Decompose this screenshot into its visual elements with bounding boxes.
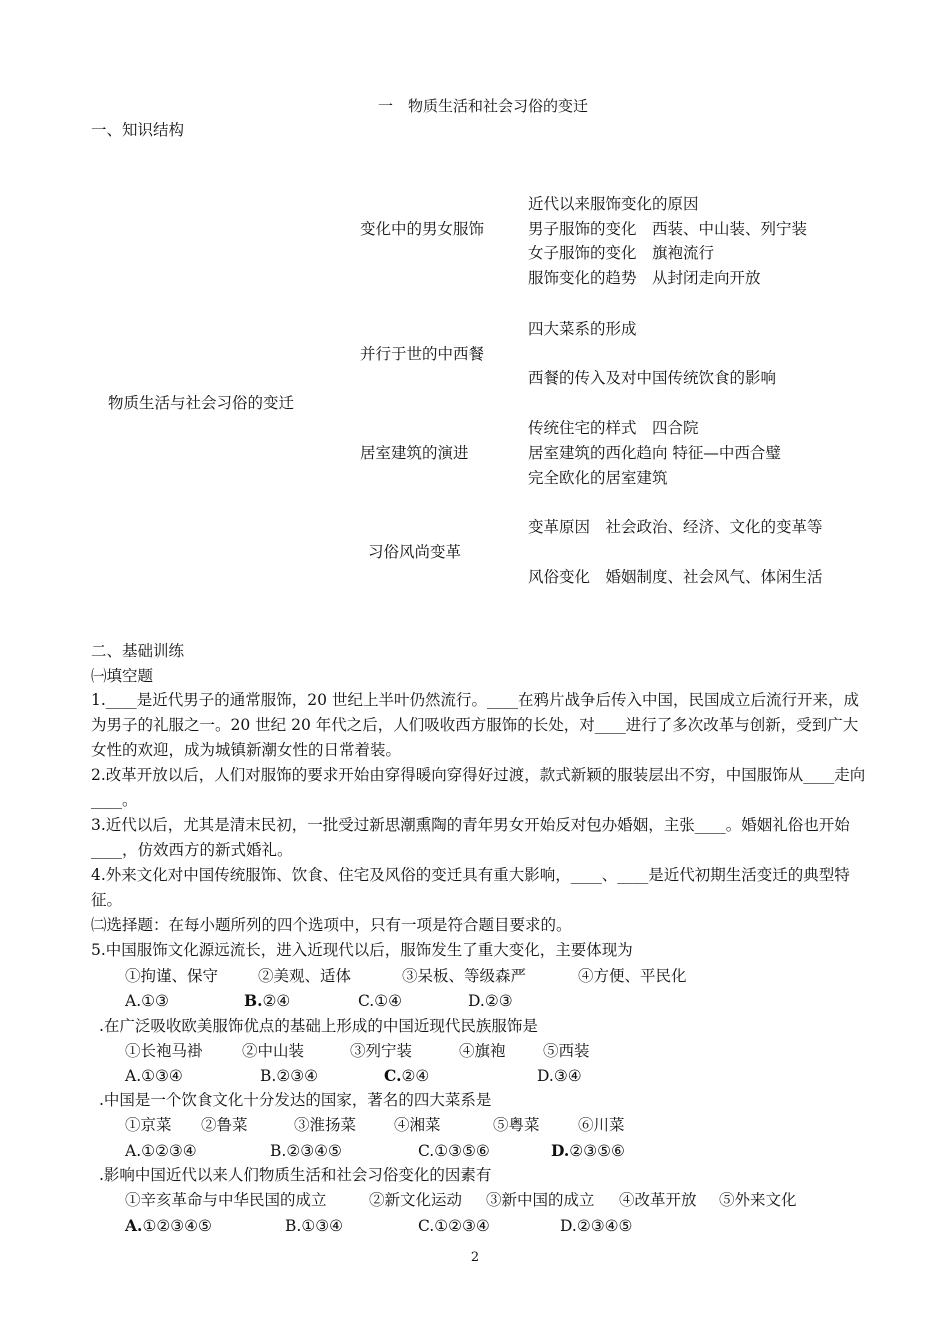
branch-clothing: 变化中的男女服饰 xyxy=(360,220,485,238)
fill-heading: ㈠填空题 xyxy=(91,667,154,685)
answer-option: B.②④ xyxy=(244,991,291,1010)
answer-option: C.②④ xyxy=(384,1066,430,1085)
branch-item: 居室建筑的西化趋向 特征—中西合璧 xyxy=(528,444,781,462)
choice-item: ①长袍马褂 xyxy=(125,1042,203,1060)
branch-customs: 习俗风尚变革 xyxy=(368,543,462,561)
question-stem: .在广泛吸收欧美服饰优点的基础上形成的中国近现代民族服饰是 xyxy=(99,1017,538,1035)
fill-question-2: 2.改革开放以后，人们对服饰的要求开始由穿得暖向穿得好过渡，款式新颖的服装层出不穷，中国服饰从____走向____。 xyxy=(91,766,866,809)
choice-item: ⑤粤菜 xyxy=(493,1116,540,1134)
question-stem: .影响中国近代以来人们物质生活和社会习俗变化的因素有 xyxy=(99,1166,492,1184)
fill-question-1: 1.____是近代男子的通常服饰，20 世纪上半叶仍然流行。____在鸦片战争后传入中国，民国成立后流行开来，成为男子的礼服之一。20 世纪 20 年代之后，人们吸收西方服饰的长处，对____进行了多次改革与创新，受到广大女性的欢迎，成为城镇新潮女性的日常着装。 xyxy=(91,691,859,759)
answer-option: B.①③④ xyxy=(285,1217,344,1235)
choice-item: ④改革开放 xyxy=(619,1191,697,1209)
answer-option: D.②③⑤⑥ xyxy=(551,1141,625,1160)
branch-item: 四大菜系的形成 xyxy=(528,320,637,338)
choice-heading: ㈡选择题：在每小题所列的四个选项中，只有一项是符合题目要求的。 xyxy=(91,916,572,934)
branch-item: 女子服饰的变化 旗袍流行 xyxy=(528,244,715,262)
answer-option: B.②③④⑤ xyxy=(270,1142,342,1160)
answer-option: A.①③ xyxy=(125,992,169,1010)
question-stem: 5.中国服饰文化源远流长，进入近现代以后，服饰发生了重大变化，主要体现为 xyxy=(91,941,633,959)
choice-item: ②美观、适体 xyxy=(258,967,352,985)
page-number: 2 xyxy=(470,1250,480,1265)
branch-item: 西餐的传入及对中国传统饮食的影响 xyxy=(528,369,777,387)
choice-item: ③列宁装 xyxy=(350,1042,413,1060)
answer-option: C.①④ xyxy=(358,992,403,1010)
branch-item: 近代以来服饰变化的原因 xyxy=(528,195,699,213)
choice-item: ①辛亥革命与中华民国的成立 xyxy=(125,1191,327,1209)
answer-option: A.①②③④⑤ xyxy=(125,1216,212,1235)
choice-item: ③呆板、等级森严 xyxy=(402,967,527,985)
answer-option: A.①③④ xyxy=(125,1067,183,1085)
answer-option: D.②③④⑤ xyxy=(560,1217,633,1235)
answer-option: D.②③ xyxy=(468,992,513,1010)
branch-food: 并行于世的中西餐 xyxy=(360,345,485,363)
answer-option: B.②③④ xyxy=(260,1067,319,1085)
answer-option: A.①②③④ xyxy=(125,1142,197,1160)
fill-question-3: 3.近代以后，尤其是清末民初，一批受过新思潮熏陶的青年男女开始反对包办婚姻，主张____。婚姻礼俗也开始____，仿效西方的新式婚礼。 xyxy=(91,816,850,859)
choice-item: ②鲁菜 xyxy=(201,1116,248,1134)
branch-item: 风俗变化 婚姻制度、社会风气、体闲生活 xyxy=(528,568,823,586)
branch-item: 服饰变化的趋势 从封闭走向开放 xyxy=(528,269,761,287)
choice-item: ⑥川菜 xyxy=(578,1116,625,1134)
choice-item: ③新中国的成立 xyxy=(486,1191,595,1209)
branch-item: 变革原因 社会政治、经济、文化的变革等 xyxy=(528,518,823,536)
question-stem: .中国是一个饮食文化十分发达的国家，著名的四大菜系是 xyxy=(99,1091,492,1109)
section-heading-knowledge: 一、知识结构 xyxy=(91,121,185,139)
choice-item: ④方便、平民化 xyxy=(578,967,687,985)
branch-housing: 居室建筑的演进 xyxy=(360,444,469,462)
answer-option: C.①③⑤⑥ xyxy=(418,1142,490,1160)
section-heading-training: 二、基础训练 xyxy=(91,642,185,660)
branch-item: 男子服饰的变化 西装、中山装、列宁装 xyxy=(528,220,808,238)
structure-root: 物质生活与社会习俗的变迁 xyxy=(108,394,295,412)
answer-option: C.①②③④ xyxy=(418,1217,490,1235)
choice-item: ⑤西装 xyxy=(543,1042,590,1060)
choice-item: ④湘菜 xyxy=(394,1116,441,1134)
fill-question-4: 4.外来文化对中国传统服饰、饮食、住宅及风俗的变迁具有重大影响，____、____是近代初期生活变迁的典型特征。 xyxy=(91,866,850,909)
choice-item: ①京菜 xyxy=(125,1116,172,1134)
choice-item: ③淮扬菜 xyxy=(294,1116,357,1134)
choice-item: ④旗袍 xyxy=(459,1042,506,1060)
branch-item: 传统住宅的样式 四合院 xyxy=(528,419,699,437)
choice-item: ⑤外来文化 xyxy=(719,1191,797,1209)
answer-option: D.③④ xyxy=(537,1067,582,1085)
page-title: 一 物质生活和社会习俗的变迁 xyxy=(378,97,589,115)
branch-item: 完全欧化的居室建筑 xyxy=(528,469,668,487)
choice-item: ②新文化运动 xyxy=(369,1191,463,1209)
choice-item: ②中山装 xyxy=(242,1042,305,1060)
choice-item: ①拘谨、保守 xyxy=(125,967,219,985)
